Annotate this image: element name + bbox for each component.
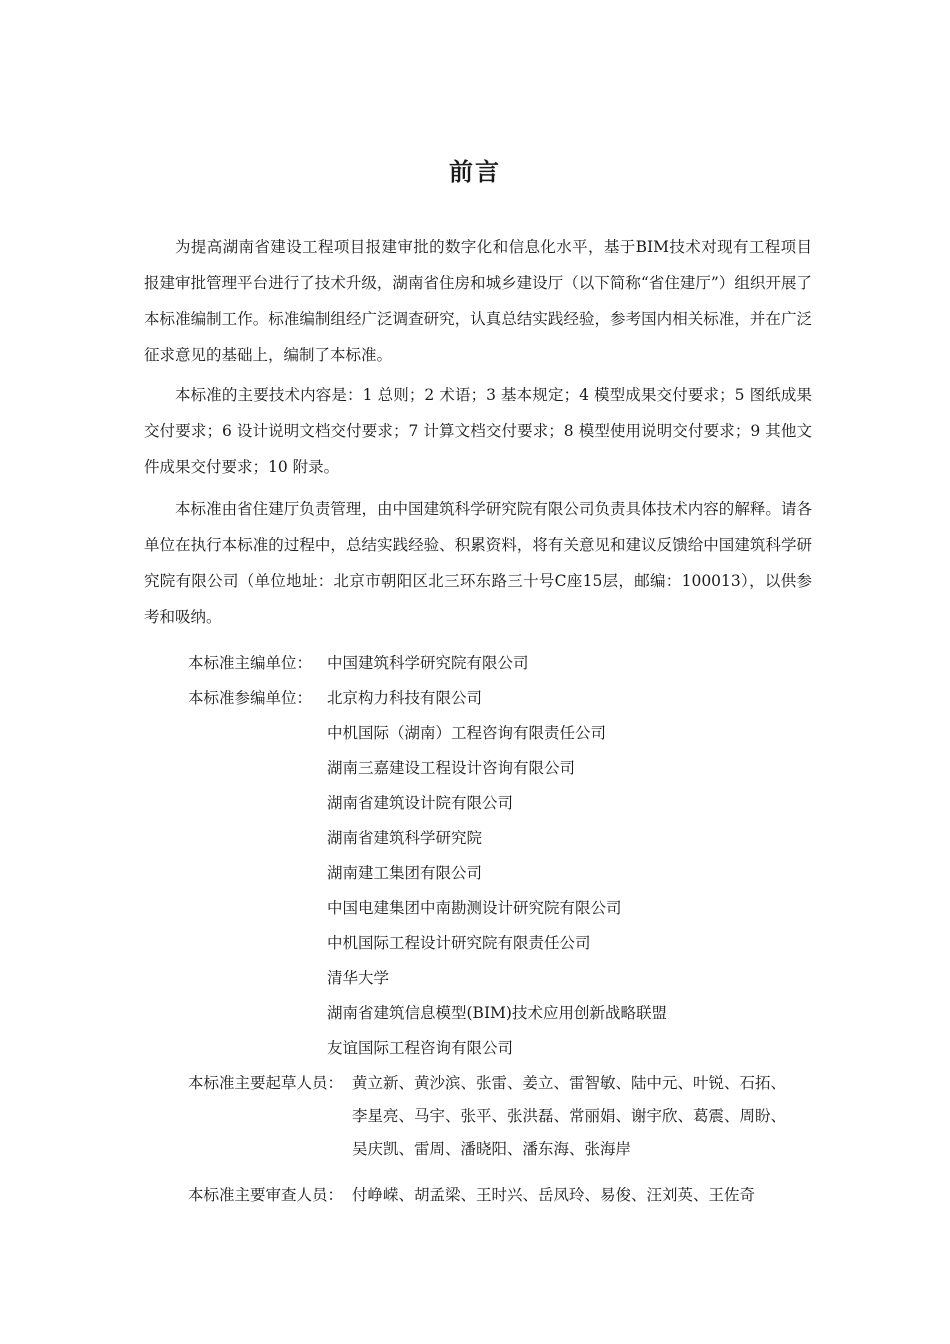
reviewers-names	[352, 1179, 822, 1212]
reviewers-section	[188, 1179, 828, 1214]
participant-unit: 湖南省建筑设计院有限公司	[327, 794, 514, 812]
participant-unit: 中机国际（湖南）工程咨询有限责任公司	[327, 724, 607, 742]
intro-paragraph: 为提高湖南省建设工程项目报建审批的数字化和信息化水平，基于BIM技术对现有工程项目报建审批管理平台进行了技术升级，湖南省住房和城乡建设厅（以下简称“省住建厅”）组织开展了本标准编制工作。标准编制组经广泛调查研究，认真总结实践经验，参考国内相关标准，并在广泛征求意见的基础上，编制了本标准。	[144, 238, 812, 364]
participant-unit: 中机国际工程设计研究院有限责任公司	[327, 934, 591, 952]
participant-unit: 清华大学	[327, 969, 390, 987]
drafters-line: 吴庆凯、雷周、潘晓阳、潘东海、张海岸	[352, 1140, 632, 1158]
reviewers-line: 付峥嵘、胡孟梁、王时兴、岳凤玲、易俊、汪刘英、王佐奇	[352, 1186, 756, 1204]
technical-content-paragraph: 本标准的主要技术内容是：1 总则；2 术语；3 基本规定；4 模型成果交付要求；5 图纸成果交付要求；6 设计说明文档交付要求；7 计算文档交付要求；8 模型使用说明交付要求；9 其他文件成果交付要求；10 附录。	[144, 386, 812, 476]
drafters-names	[352, 1067, 822, 1166]
participant-unit: 中国电建集团中南勘测设计研究院有限公司	[327, 899, 622, 917]
chief-editor-unit: 中国建筑科学研究院有限公司	[327, 654, 529, 672]
participant-unit: 湖南三嘉建设工程设计咨询有限公司	[327, 759, 576, 777]
management-paragraph: 本标准由省住建厅负责管理，由中国建筑科学研究院有限公司负责具体技术内容的解释。请各单位在执行本标准的过程中，总结实践经验、积累资料，将有关意见和建议反馈给中国建筑科学研究院有限公司（单位地址：北京市朝阳区北三环东路三十号C座15层，邮编：100013），以供参考和吸纳。	[144, 500, 812, 626]
drafters-label: 本标准主要起草人员：	[188, 1074, 344, 1092]
participant-unit: 湖南建工集团有限公司	[327, 864, 483, 882]
participant-unit: 北京构力科技有限公司	[327, 689, 483, 707]
page-title: 前言	[449, 158, 501, 186]
participant-unit: 友谊国际工程咨询有限公司	[327, 1039, 514, 1057]
drafters-section	[188, 1067, 828, 1172]
participants-label: 本标准参编单位：	[188, 689, 313, 707]
chief-editor-label: 本标准主编单位：	[188, 654, 313, 672]
drafters-line: 李星亮、马宇、张平、张洪磊、常丽娟、谢宇欣、葛震、周盼、	[352, 1107, 787, 1125]
participant-unit: 湖南省建筑科学研究院	[327, 829, 483, 847]
participant-unit: 湖南省建筑信息模型(BIM)技术应用创新战略联盟	[327, 1004, 667, 1022]
reviewers-label: 本标准主要审查人员：	[188, 1186, 344, 1204]
drafters-line: 黄立新、黄沙滨、张雷、姜立、雷智敏、陆中元、叶锐、石拓、	[352, 1074, 787, 1092]
